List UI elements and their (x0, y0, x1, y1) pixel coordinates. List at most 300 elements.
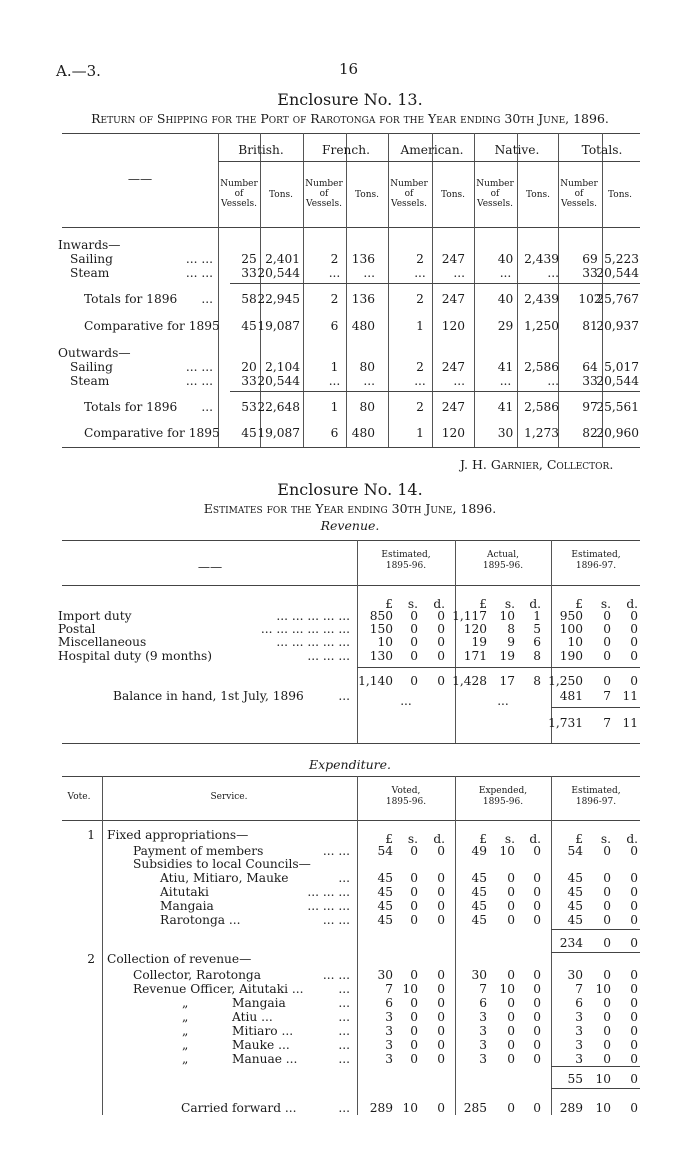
vessels-value: 82 (582, 426, 598, 440)
tons-value: 2,104 (265, 360, 300, 374)
vessels-value: 40 (497, 292, 514, 306)
amount: 0 (603, 649, 611, 663)
leader-dots: ... ... (185, 266, 213, 280)
vessels-value: 58 (241, 292, 257, 306)
amount: 3 (385, 1052, 393, 1066)
amount: 0 (533, 844, 541, 858)
amount: 54 (567, 844, 583, 858)
amount: 30 (567, 968, 583, 982)
vessels-value: 45 (241, 426, 257, 440)
leader-dots: ... (201, 400, 213, 414)
amount: 0 (437, 996, 445, 1010)
amount: 0 (410, 635, 418, 649)
carried-amount: 0 (507, 1101, 515, 1115)
amount: 19 (471, 635, 487, 649)
row-label: Totals for 1896 (84, 292, 178, 306)
amount: 45 (471, 871, 487, 885)
vessels-subheader: of (490, 189, 500, 199)
enclosure-14-title: Enclosure No. 14. (277, 480, 423, 499)
amount: 6 (533, 635, 541, 649)
vessels-subheader: of (319, 189, 329, 199)
amount: 0 (437, 1010, 445, 1024)
leader-dots: ... (338, 1010, 350, 1024)
tons-value: ... (547, 374, 559, 388)
amount: 0 (603, 844, 611, 858)
amount: 0 (437, 913, 445, 927)
revenue-top-rule (62, 540, 640, 541)
balance-amount: 11 (622, 689, 638, 703)
amount: 0 (533, 996, 541, 1010)
currency-header: d. (529, 597, 541, 611)
carried-amount: 289 (369, 1101, 393, 1115)
service-item: Mauke ... (232, 1038, 290, 1052)
currency-header: £ (385, 597, 393, 611)
amount: 10 (499, 609, 515, 623)
vessels-value: 6 (330, 426, 339, 440)
amount: 49 (471, 844, 487, 858)
tons-value: 22,945 (257, 292, 300, 306)
total-rule (551, 707, 640, 708)
amount: 130 (369, 649, 393, 663)
amount: 0 (630, 1010, 638, 1024)
amount: 0 (630, 609, 638, 623)
amount: 10 (595, 982, 611, 996)
currency-header: d. (529, 832, 541, 846)
amount: 0 (630, 885, 638, 899)
vote-number: 1 (87, 828, 95, 842)
tons-value: 80 (359, 400, 375, 414)
revenue-heading: Revenue. (320, 518, 380, 533)
service-item: Rarotonga ... (160, 913, 241, 927)
expenditure-heading: Expenditure. (308, 757, 392, 772)
grand-total: 1,731 (548, 716, 583, 730)
amount: 0 (630, 996, 638, 1010)
vessels-subheader: of (574, 189, 584, 199)
amount: 6 (575, 996, 583, 1010)
vessels-subheader: Vessels. (561, 199, 597, 209)
amount: 45 (471, 885, 487, 899)
amount: 0 (533, 1024, 541, 1038)
leader-dots: ... ... (322, 968, 350, 982)
amount: 0 (603, 996, 611, 1010)
tons-value: 20,544 (257, 266, 300, 280)
amount: 0 (533, 1038, 541, 1052)
amount: 54 (377, 844, 393, 858)
leader-dots: ... (338, 1024, 350, 1038)
amount: 0 (437, 899, 445, 913)
amount: 0 (507, 871, 515, 885)
service-item: Mangaia (160, 899, 214, 913)
tons-subheader: Tons. (355, 190, 379, 200)
currency-header: £ (575, 597, 583, 611)
tons-value: 20,544 (596, 266, 639, 280)
amount: 0 (603, 622, 611, 636)
tons-value: 5,017 (604, 360, 639, 374)
amount: 0 (437, 885, 445, 899)
leader-dots: ... ... (185, 252, 213, 266)
subtotal-rule (551, 952, 640, 953)
amount: 0 (507, 1010, 515, 1024)
currency-header: £ (479, 832, 487, 846)
tons-value: 480 (351, 319, 375, 333)
amount: 3 (575, 1024, 583, 1038)
amount: 0 (507, 1024, 515, 1038)
vessels-value: 33 (582, 266, 598, 280)
vessels-value: 1 (416, 426, 424, 440)
leader-dots: ... (201, 292, 213, 306)
carried-amount: 0 (437, 1101, 445, 1115)
column-header: Voted, (391, 786, 421, 796)
amount: 0 (630, 968, 638, 982)
leader-dots: ... (338, 689, 350, 703)
amount: 10 (402, 982, 418, 996)
revenue-item: Import duty (58, 609, 132, 623)
tons-value: 25,767 (596, 292, 639, 306)
ditto-mark: „ (182, 996, 189, 1010)
enclosure-13-subtitle: Return of Shipping for the Port of Rarotonga for the Year ending 30th June, 1896. (91, 111, 609, 126)
inwards-label: Inwards— (58, 238, 121, 252)
leader-dots: ... ... ... ... ... (276, 635, 350, 649)
leader-dots: ... ... ... (307, 899, 350, 913)
vessels-value: 41 (497, 360, 514, 374)
amount: 3 (575, 1052, 583, 1066)
vessels-subheader: of (234, 189, 244, 199)
amount: 8 (507, 622, 515, 636)
amount: 0 (603, 871, 611, 885)
vessels-subheader: Number (220, 179, 258, 189)
row-label: Steam (70, 266, 110, 280)
amount: 30 (377, 968, 393, 982)
tons-value: 247 (441, 360, 465, 374)
amount: 0 (507, 1052, 515, 1066)
vessels-value: ... (414, 266, 426, 280)
leader-dots: ... ... (185, 360, 213, 374)
balance-amount: 481 (559, 689, 583, 703)
expenditure-header-rule (62, 820, 640, 821)
tons-value: 120 (441, 426, 465, 440)
tons-value: ... (547, 266, 559, 280)
amount: 3 (479, 1010, 487, 1024)
row-label: Comparative for 1895 (84, 426, 220, 440)
amount: 0 (437, 982, 445, 996)
amount: 0 (410, 968, 418, 982)
revenue-total: 1,140 (358, 674, 393, 688)
revenue-total: 17 (499, 674, 515, 688)
currency-header: s. (407, 597, 418, 611)
amount: 0 (533, 871, 541, 885)
service-item: Collection of revenue— (107, 952, 252, 966)
revenue-total: 8 (533, 674, 541, 688)
vessels-value: 2 (416, 400, 424, 414)
stub-dash: —— (127, 172, 153, 186)
amount: 0 (410, 913, 418, 927)
vessels-value: 2 (416, 360, 424, 374)
row-label: Comparative for 1895 (84, 319, 220, 333)
group-header: American. (400, 143, 464, 157)
vessels-subheader: Number (305, 179, 343, 189)
tons-value: 20,544 (257, 374, 300, 388)
service-item: Atiu, Mitiaro, Mauke (160, 871, 289, 885)
tons-value: 2,586 (524, 400, 559, 414)
amount: 30 (471, 968, 487, 982)
amount: 0 (630, 982, 638, 996)
row-label: Sailing (70, 252, 113, 266)
tons-value: ... (453, 266, 465, 280)
carried-amount: 285 (463, 1101, 487, 1115)
amount: 0 (507, 899, 515, 913)
leader-dots: ... ... (185, 374, 213, 388)
amount: 0 (410, 609, 418, 623)
amount: 0 (533, 913, 541, 927)
revenue-total: 0 (437, 674, 445, 688)
amount: 6 (479, 996, 487, 1010)
vessels-value: 102 (578, 292, 602, 306)
carried-forward-label: Carried forward ... (181, 1101, 297, 1115)
vessels-value: 1 (330, 400, 339, 414)
vessels-subheader: Vessels. (477, 199, 513, 209)
amount: 3 (385, 1024, 393, 1038)
leader-dots: ... ... (322, 844, 350, 858)
tons-value: 19,087 (257, 426, 300, 440)
carried-amount: 289 (559, 1101, 583, 1115)
amount: 0 (630, 844, 638, 858)
vessels-value: 69 (582, 252, 598, 266)
amount: 171 (463, 649, 487, 663)
amount: 45 (471, 913, 487, 927)
leader-dots: ... (338, 871, 350, 885)
column-header: 1895-96. (482, 797, 524, 807)
service-item: Manuae ... (232, 1052, 298, 1066)
vessels-value: 2 (416, 252, 424, 266)
amount: 0 (630, 899, 638, 913)
amount: 0 (603, 968, 611, 982)
subtotal-rule (230, 283, 640, 284)
leader-dots: ... (338, 1052, 350, 1066)
amount: 0 (630, 1052, 638, 1066)
vessels-value: 1 (416, 319, 424, 333)
subtotal: 0 (603, 936, 611, 950)
amount: 10 (499, 844, 515, 858)
service-item: Collector, Rarotonga (133, 968, 262, 982)
leader-dots: ... (338, 1101, 350, 1115)
service-item: Revenue Officer, Aitutaki ... (133, 982, 304, 996)
collector-signature (460, 457, 613, 472)
outwards-label: Outwards— (58, 346, 131, 360)
tons-value: 1,273 (524, 426, 559, 440)
amount: 0 (630, 871, 638, 885)
amount: 8 (533, 649, 541, 663)
tons-value: 1,250 (524, 319, 559, 333)
ditto-mark: „ (182, 1052, 189, 1066)
vessels-value: ... (328, 374, 341, 388)
amount: 0 (603, 1038, 611, 1052)
row-label: Sailing (70, 360, 113, 374)
amount: 45 (567, 899, 583, 913)
revenue-total: 1,428 (452, 674, 487, 688)
vessels-value: 6 (330, 319, 339, 333)
amount: 0 (603, 1010, 611, 1024)
amount: 1 (533, 609, 541, 623)
vessels-subheader: of (404, 189, 414, 199)
tons-value: 247 (441, 252, 465, 266)
vessels-value: ... (328, 266, 341, 280)
revenue-total: 0 (603, 674, 611, 688)
column-header: 1895-96. (385, 797, 427, 807)
vessels-value: 33 (582, 374, 598, 388)
amount: 9 (507, 635, 515, 649)
amount: 0 (437, 622, 445, 636)
vessels-value: 2 (330, 292, 339, 306)
row-label: Totals for 1896 (84, 400, 178, 414)
grand-total: 11 (622, 716, 638, 730)
tons-subheader: Tons. (269, 190, 293, 200)
subtotal-rule (230, 391, 640, 392)
amount: 7 (385, 982, 393, 996)
amount: 0 (533, 968, 541, 982)
vessels-value: 45 (241, 319, 257, 333)
document-reference: A.—3. (56, 62, 101, 80)
service-item: Subsidies to local Councils— (133, 857, 311, 871)
amount: 0 (437, 844, 445, 858)
amount: 0 (410, 1010, 418, 1024)
signature-text: J. H. Garnier, Collector. (460, 457, 614, 472)
carried-amount: 0 (630, 1101, 638, 1115)
amount: 950 (559, 609, 583, 623)
tons-value: 22,648 (257, 400, 300, 414)
amount: 0 (533, 899, 541, 913)
service-item: Mangaia (232, 996, 286, 1010)
currency-header: d. (626, 597, 638, 611)
vessels-subheader: Vessels. (306, 199, 342, 209)
amount: 3 (385, 1038, 393, 1052)
group-header: Totals. (581, 143, 623, 157)
amount: 0 (507, 913, 515, 927)
amount: 0 (507, 885, 515, 899)
vessels-subheader: Number (560, 179, 598, 189)
amount: 0 (410, 1038, 418, 1052)
amount: 3 (385, 1010, 393, 1024)
column-rule (102, 776, 103, 1115)
subtotal-rule (551, 929, 640, 930)
row-label: Steam (70, 374, 110, 388)
subtotal: 234 (559, 936, 583, 950)
currency-header: £ (479, 597, 487, 611)
group-header-rule (218, 161, 640, 162)
total-rule (357, 667, 640, 668)
service-item: Payment of members (133, 844, 264, 858)
amount: 7 (575, 982, 583, 996)
group-header: French. (322, 143, 370, 157)
service-item: Fixed appropriations— (107, 828, 249, 842)
amount: 0 (533, 982, 541, 996)
vessels-value: 20 (241, 360, 257, 374)
vessels-value: 33 (241, 374, 257, 388)
leader-dots: ... ... ... (307, 649, 350, 663)
table-top-rule (62, 133, 640, 134)
amount: 0 (533, 1010, 541, 1024)
vessels-value: ... (499, 266, 512, 280)
currency-header: d. (433, 832, 445, 846)
amount: 0 (410, 844, 418, 858)
amount: 120 (463, 622, 487, 636)
tons-value: ... (453, 374, 465, 388)
tons-value: 20,960 (596, 426, 639, 440)
column-header: 1895-96. (385, 561, 427, 571)
vessels-value: 41 (497, 400, 514, 414)
amount: 45 (567, 871, 583, 885)
group-header: Native. (494, 143, 540, 157)
column-header: Actual, (486, 550, 520, 560)
amount: 0 (603, 885, 611, 899)
amount: 0 (437, 635, 445, 649)
amount: 0 (533, 1052, 541, 1066)
subtotal: 0 (630, 1072, 638, 1086)
vessels-value: 81 (582, 319, 598, 333)
revenue-item: Miscellaneous (58, 635, 147, 649)
vessels-value: 1 (330, 360, 339, 374)
page-number: 16 (339, 60, 359, 78)
tons-value: 2,439 (524, 252, 559, 266)
subtotal: 0 (630, 936, 638, 950)
vessels-value: 40 (497, 252, 514, 266)
revenue-item: Postal (58, 622, 96, 636)
amount: 100 (559, 622, 583, 636)
tons-value: 136 (351, 252, 375, 266)
leader-dots: ... (338, 982, 350, 996)
amount: 3 (575, 1010, 583, 1024)
revenue-total: 1,250 (548, 674, 583, 688)
tons-value: 5,223 (604, 252, 639, 266)
header-bottom-rule (62, 227, 640, 228)
amount: 190 (559, 649, 583, 663)
amount: 0 (437, 1024, 445, 1038)
amount: 0 (507, 996, 515, 1010)
amount: 0 (630, 622, 638, 636)
amount: 0 (603, 1052, 611, 1066)
vessels-value: ... (414, 374, 426, 388)
balance-amount: 7 (603, 689, 611, 703)
service-header: Service. (210, 792, 248, 802)
amount: 0 (410, 1052, 418, 1066)
subtotal: 10 (595, 1072, 611, 1086)
enclosure-13-title: Enclosure No. 13. (277, 90, 423, 109)
amount: 7 (479, 982, 487, 996)
vessels-value: 64 (582, 360, 598, 374)
vessels-value: 25 (241, 252, 257, 266)
amount: 0 (410, 1024, 418, 1038)
amount: 850 (369, 609, 393, 623)
currency-header: s. (600, 597, 611, 611)
vessels-value: 29 (497, 319, 514, 333)
vessels-value: 2 (330, 252, 339, 266)
amount: 3 (479, 1038, 487, 1052)
grand-total: 7 (603, 716, 611, 730)
carried-amount: 10 (402, 1101, 418, 1115)
revenue-header-rule (62, 585, 640, 586)
amount: 10 (377, 635, 393, 649)
amount: 0 (410, 871, 418, 885)
tons-value: 136 (351, 292, 375, 306)
currency-header: s. (504, 832, 515, 846)
enclosure-14-subtitle: Estimates for the Year ending 30th June, 1896. (203, 501, 497, 516)
amount: 0 (630, 1024, 638, 1038)
amount: 10 (567, 635, 583, 649)
vessels-subheader: Number (476, 179, 514, 189)
column-header: Estimated, (571, 786, 621, 796)
tons-value: 120 (441, 319, 465, 333)
amount: 3 (575, 1038, 583, 1052)
leader-dots: ... (338, 996, 350, 1010)
